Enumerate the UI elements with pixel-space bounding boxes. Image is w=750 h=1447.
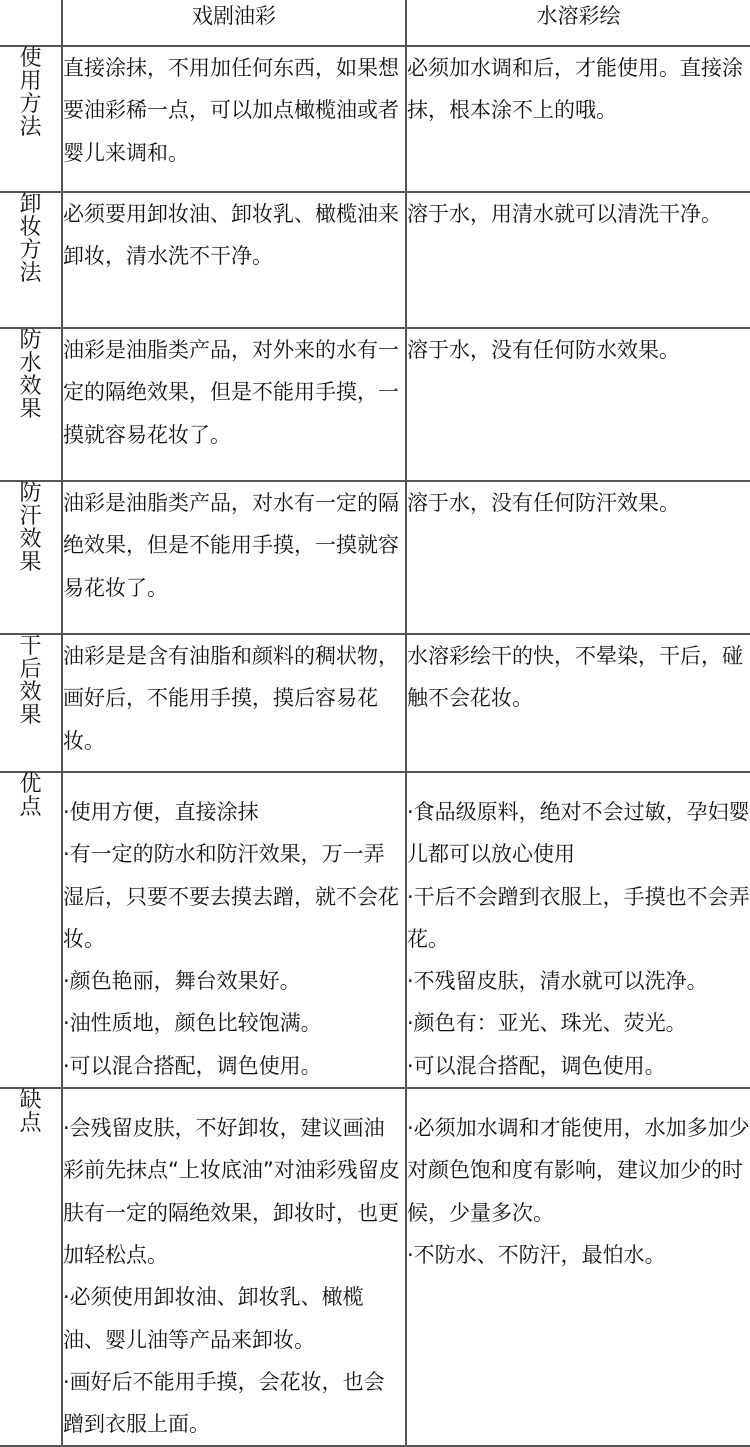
table-row xyxy=(0,481,750,634)
oil-paint-cell xyxy=(62,192,406,328)
table-row xyxy=(0,772,750,1088)
cell-text: 油彩是油脂类产品，对外来的水有一定的隔绝效果，但是不能用手摸，一摸就容易花妆了。 xyxy=(63,338,399,447)
cell-text: 必须加水调和后，才能使用。直接涂抹，根本涂不上的哦。 xyxy=(407,56,743,123)
list-item: ·干后不会蹭到衣服上，手摸也不会弄花。 xyxy=(407,884,750,951)
list-item: ·会残留皮肤，不好卸妆，建议画油彩前先抹点“上妆底油”对油彩残留皮肤有一定的隔绝效果，卸妆时，也更加轻松点。 xyxy=(63,1116,400,1267)
row-label-text: 优点 xyxy=(19,772,42,820)
list-item: ·食品级原料，绝对不会过敏，孕妇婴儿都可以放心使用 xyxy=(407,800,750,867)
list-item: ·颜色艳丽，舞台效果好。 xyxy=(63,969,301,994)
cell-text: 水溶彩绘干的快，不晕染，干后，碰触不会花妆。 xyxy=(407,644,743,711)
cell-text: 直接涂抹，不用加任何东西，如果想要油彩稀一点，可以加点橄榄油或者婴儿来调和。 xyxy=(63,56,399,165)
oil-paint-cell xyxy=(62,772,406,1088)
column-header-oil-paint: 戏剧油彩 xyxy=(62,0,406,46)
table-row xyxy=(0,192,750,328)
row-label-text: 干后效果 xyxy=(19,634,42,728)
water-paint-cell xyxy=(406,634,750,772)
table-row xyxy=(0,1088,750,1446)
column-header-water-paint: 水溶彩绘 xyxy=(406,0,750,46)
oil-paint-cell xyxy=(62,634,406,772)
table-row xyxy=(0,634,750,772)
list-item: ·有一定的防水和防汗效果，万一弄湿后，只要不要去摸去蹭，就不会花妆。 xyxy=(63,842,399,951)
row-label-text: 使用方法 xyxy=(19,46,42,140)
water-paint-cell xyxy=(406,772,750,1088)
water-paint-cell xyxy=(406,481,750,634)
row-label xyxy=(0,772,62,1088)
cell-text: 油彩是油脂类产品，对水有一定的隔绝效果，但是不能用手摸，一摸就容易花妆了。 xyxy=(63,491,399,600)
cell-text: 必须要用卸妆油、卸妆乳、橄榄油来卸妆，清水洗不干净。 xyxy=(63,202,399,269)
oil-paint-cell xyxy=(62,328,406,481)
water-paint-cell xyxy=(406,1088,750,1446)
table-row xyxy=(0,46,750,192)
header-row xyxy=(0,0,750,46)
list-item: ·必须使用卸妆油、卸妆乳、橄榄油、婴儿油等产品来卸妆。 xyxy=(63,1285,364,1352)
list-item: ·画好后不能用手摸，会花妆，也会蹭到衣服上面。 xyxy=(63,1369,385,1437)
row-label-text: 缺点 xyxy=(19,1088,42,1137)
water-paint-cell xyxy=(406,46,750,192)
list-item: ·不防水、不防汗，最怕水。 xyxy=(407,1242,666,1267)
list-item: ·可以混合搭配，调色使用。 xyxy=(63,1053,322,1078)
table-row xyxy=(0,328,750,481)
water-paint-cell xyxy=(406,328,750,481)
oil-paint-cell xyxy=(62,481,406,634)
row-label-text: 防水效果 xyxy=(19,328,42,422)
row-label xyxy=(0,634,62,772)
water-paint-cell xyxy=(406,192,750,328)
row-label xyxy=(0,328,62,481)
row-label-text: 卸妆方法 xyxy=(19,192,42,286)
row-label xyxy=(0,1088,62,1446)
row-label xyxy=(0,481,62,634)
corner-cell xyxy=(0,0,62,46)
list-item: ·使用方便，直接涂抹 xyxy=(63,800,259,824)
list-item: ·可以混合搭配，调色使用。 xyxy=(407,1053,666,1078)
cell-text: 溶于水，没有任何防汗效果。 xyxy=(407,491,680,515)
oil-paint-cell xyxy=(62,46,406,192)
list-item: ·必须加水调和才能使用，水加多加少对颜色饱和度有影响，建议加少的时候，少量多次。 xyxy=(407,1116,750,1225)
cell-text: 油彩是是含有油脂和颜料的稠状物，画好后，不能用手摸，摸后容易花妆。 xyxy=(63,644,399,753)
cell-text: 溶于水，没有任何防水效果。 xyxy=(407,338,680,362)
row-label xyxy=(0,192,62,328)
row-label-text: 防汗效果 xyxy=(19,481,42,575)
list-item: ·不残留皮肤，清水就可以洗净。 xyxy=(407,969,708,994)
cell-text: 溶于水，用清水就可以清洗干净。 xyxy=(407,202,722,226)
oil-paint-cell xyxy=(62,1088,406,1446)
row-label xyxy=(0,46,62,192)
list-item: ·油性质地，颜色比较饱满。 xyxy=(63,1011,322,1036)
list-item: ·颜色有：亚光、珠光、荧光。 xyxy=(407,1011,687,1036)
